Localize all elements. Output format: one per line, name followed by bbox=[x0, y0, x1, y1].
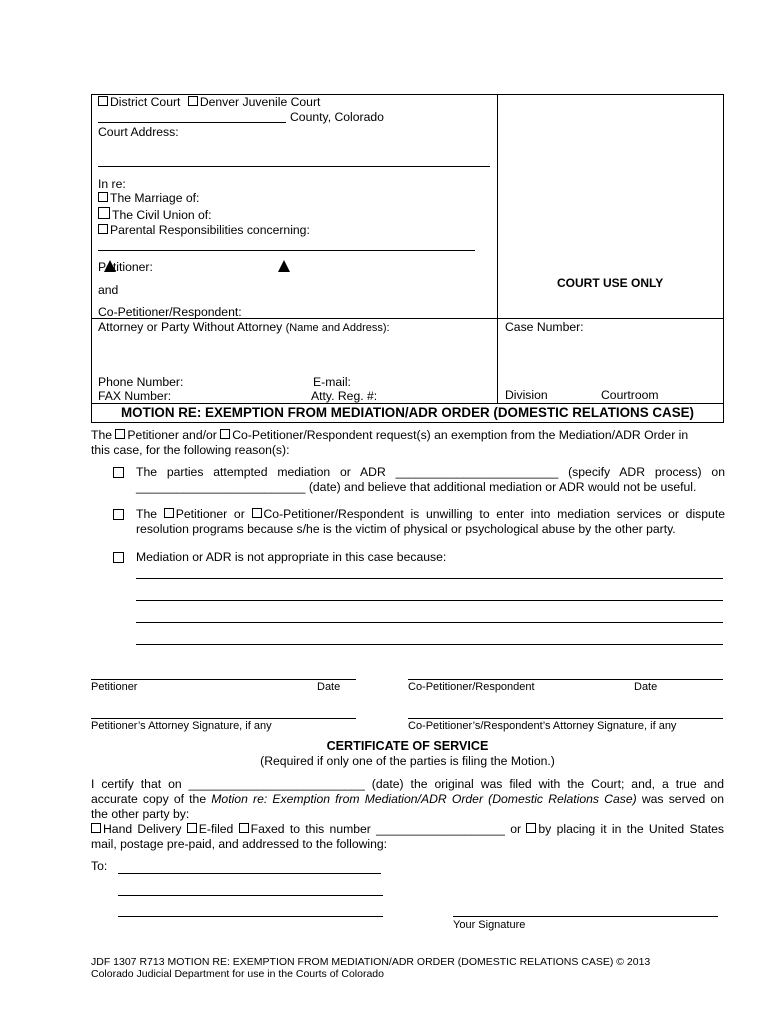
efiled-checkbox[interactable] bbox=[187, 823, 197, 833]
copetitioner-atty-label: Co-Petitioner’s/Respondent’s Attorney Signature, if any bbox=[408, 720, 677, 732]
case-number-label: Case Number: bbox=[505, 320, 584, 334]
copetitioner-date-label: Date bbox=[634, 681, 658, 693]
copetitioner-label: Co-Petitioner/Respondent: bbox=[98, 305, 242, 319]
marriage-option bbox=[98, 191, 199, 205]
reason2-petitioner-text: Petitioner or bbox=[175, 507, 245, 521]
service-methods bbox=[91, 822, 724, 836]
petitioner-label: Petitioner: bbox=[98, 260, 153, 274]
courtroom-label: Courtroom bbox=[601, 388, 659, 402]
hand-delivery-checkbox[interactable] bbox=[91, 823, 101, 833]
copetitioner-atty-signature-line[interactable] bbox=[408, 718, 723, 719]
reason2-checkbox[interactable] bbox=[113, 509, 124, 520]
caption-divider-vertical bbox=[497, 94, 498, 404]
intro-line2: this case, for the following reason(s): bbox=[91, 443, 290, 457]
intro-petitioner-text: Petitioner and/or bbox=[127, 428, 217, 442]
reason3-blank[interactable] bbox=[136, 578, 723, 579]
petitioner-atty-signature-line[interactable] bbox=[91, 718, 356, 719]
reason2-petitioner-checkbox[interactable] bbox=[164, 508, 174, 518]
marriage-checkbox[interactable] bbox=[98, 192, 108, 202]
reason3-text: Mediation or ADR is not appropriate in this case because: bbox=[136, 550, 447, 564]
court-address-blank[interactable] bbox=[98, 166, 490, 167]
parental-checkbox[interactable] bbox=[98, 224, 108, 234]
address-blank[interactable] bbox=[118, 895, 383, 896]
phone-label: Phone Number: bbox=[98, 375, 184, 389]
mail-label: by placing it in the United States bbox=[538, 822, 725, 836]
certificate-b-italic: Motion re: Exemption from Mediation/ADR Order (Domestic Relations Case) bbox=[211, 792, 637, 806]
copetitioner-signature-line[interactable] bbox=[408, 679, 723, 680]
efiled-label: E-filed bbox=[198, 822, 234, 836]
service-line-b: mail, postage pre-paid, and addressed to the following: bbox=[91, 837, 388, 851]
reason2-line-b: resolution programs because s/he is the victim of physical or psychological abuse by the other party. bbox=[136, 522, 676, 536]
certificate-line-a: I certify that on __________________________ (date) the original was filed with the Court; and, a true and bbox=[91, 777, 724, 791]
attorney-small-text: (Name and Address): bbox=[285, 322, 390, 334]
certificate-subtitle: (Required if only one of the parties is filing the Motion.) bbox=[260, 754, 555, 768]
county-label: County, Colorado bbox=[290, 110, 384, 124]
caption-box bbox=[91, 94, 724, 423]
district-court-checkbox[interactable] bbox=[98, 96, 108, 106]
parental-option bbox=[98, 223, 310, 237]
reason2-copet-checkbox[interactable] bbox=[252, 508, 262, 518]
reason3-blank[interactable] bbox=[136, 644, 723, 645]
court-use-arrow-icon bbox=[104, 260, 116, 272]
attorney-label bbox=[98, 320, 390, 334]
intro-paragraph bbox=[91, 428, 724, 458]
footer-line1: JDF 1307 R713 MOTION RE: EXEMPTION FROM MEDIATION/ADR ORDER (DOMESTIC RELATIONS CASE) © 2013 bbox=[91, 956, 651, 968]
court-address-label: Court Address: bbox=[98, 125, 179, 139]
intro-petitioner-checkbox[interactable] bbox=[115, 429, 125, 439]
reason2-line-a bbox=[136, 507, 725, 521]
reason2-the: The bbox=[136, 507, 158, 521]
petitioner-signature-line[interactable] bbox=[91, 679, 356, 680]
civil-union-checkbox[interactable] bbox=[98, 207, 110, 219]
intro-copetitioner-checkbox[interactable] bbox=[220, 429, 230, 439]
reason3-checkbox[interactable] bbox=[113, 552, 124, 563]
petitioner-atty-label: Petitioner’s Attorney Signature, if any bbox=[91, 720, 272, 732]
address-blank[interactable] bbox=[118, 916, 383, 917]
reason3-blank[interactable] bbox=[136, 600, 723, 601]
hand-delivery-label: Hand Delivery bbox=[103, 822, 182, 836]
court-use-arrow-icon bbox=[278, 260, 290, 272]
certificate-b-pre: accurate copy of the bbox=[91, 792, 212, 806]
your-signature-line[interactable] bbox=[453, 916, 718, 917]
division-label: Division bbox=[505, 388, 548, 402]
county-blank[interactable] bbox=[98, 122, 286, 123]
civil-union-option bbox=[98, 207, 212, 222]
document-title: MOTION RE: EXEMPTION FROM MEDIATION/ADR ORDER (DOMESTIC RELATIONS CASE) bbox=[120, 405, 695, 420]
email-label: E-mail: bbox=[313, 375, 351, 389]
your-signature-label: Your Signature bbox=[453, 919, 526, 931]
parental-label: Parental Responsibilities concerning: bbox=[110, 223, 310, 237]
certificate-title: CERTIFICATE OF SERVICE bbox=[326, 739, 489, 753]
mail-checkbox[interactable] bbox=[526, 823, 536, 833]
reason3-blank[interactable] bbox=[136, 622, 723, 623]
certificate-line-b bbox=[91, 792, 724, 806]
district-court-label: District Court bbox=[110, 95, 181, 109]
court-use-only: COURT USE ONLY bbox=[557, 276, 664, 290]
intro-copet-text: Co-Petitioner/Respondent request(s) an exemption from the Mediation/ADR Order in bbox=[232, 428, 689, 442]
certificate-line-c: the other party by: bbox=[91, 807, 190, 821]
and-label: and bbox=[98, 283, 119, 297]
petitioner-sig-label: Petitioner bbox=[91, 681, 138, 693]
faxed-label: Faxed to this number ___________________ or bbox=[250, 822, 522, 836]
court-selection bbox=[98, 95, 320, 109]
juvenile-court-checkbox[interactable] bbox=[188, 96, 198, 106]
attorney-text: Attorney or Party Without Attorney bbox=[98, 320, 283, 334]
marriage-label: The Marriage of: bbox=[110, 191, 200, 205]
juvenile-court-label: Denver Juvenile Court bbox=[199, 95, 321, 109]
petitioner-date-label: Date bbox=[317, 681, 341, 693]
reason1-line-a: The parties attempted mediation or ADR ________________________ (specify ADR process) on bbox=[136, 465, 725, 479]
reason1-line-b: _________________________ (date) and believe that additional mediation or ADR would not be useful. bbox=[136, 480, 697, 494]
certificate-b-post: was served on bbox=[636, 792, 725, 806]
intro-the: The bbox=[91, 428, 113, 442]
fax-label: FAX Number: bbox=[98, 389, 172, 403]
atty-reg-label: Atty. Reg. #: bbox=[311, 389, 378, 403]
reason1-checkbox[interactable] bbox=[113, 467, 124, 478]
to-label: To: bbox=[91, 859, 108, 873]
in-re-label: In re: bbox=[98, 177, 126, 191]
parties-blank[interactable] bbox=[98, 250, 475, 251]
faxed-checkbox[interactable] bbox=[239, 823, 249, 833]
civil-union-label: The Civil Union of: bbox=[112, 208, 212, 222]
reason2-copet-text: Co-Petitioner/Respondent is unwilling to enter into mediation services or dispute bbox=[263, 507, 725, 521]
footer-line2: Colorado Judicial Department for use in the Courts of Colorado bbox=[91, 968, 384, 980]
copetitioner-sig-label: Co-Petitioner/Respondent bbox=[408, 681, 535, 693]
caption-divider-title bbox=[91, 403, 724, 404]
address-blank[interactable] bbox=[118, 873, 381, 874]
